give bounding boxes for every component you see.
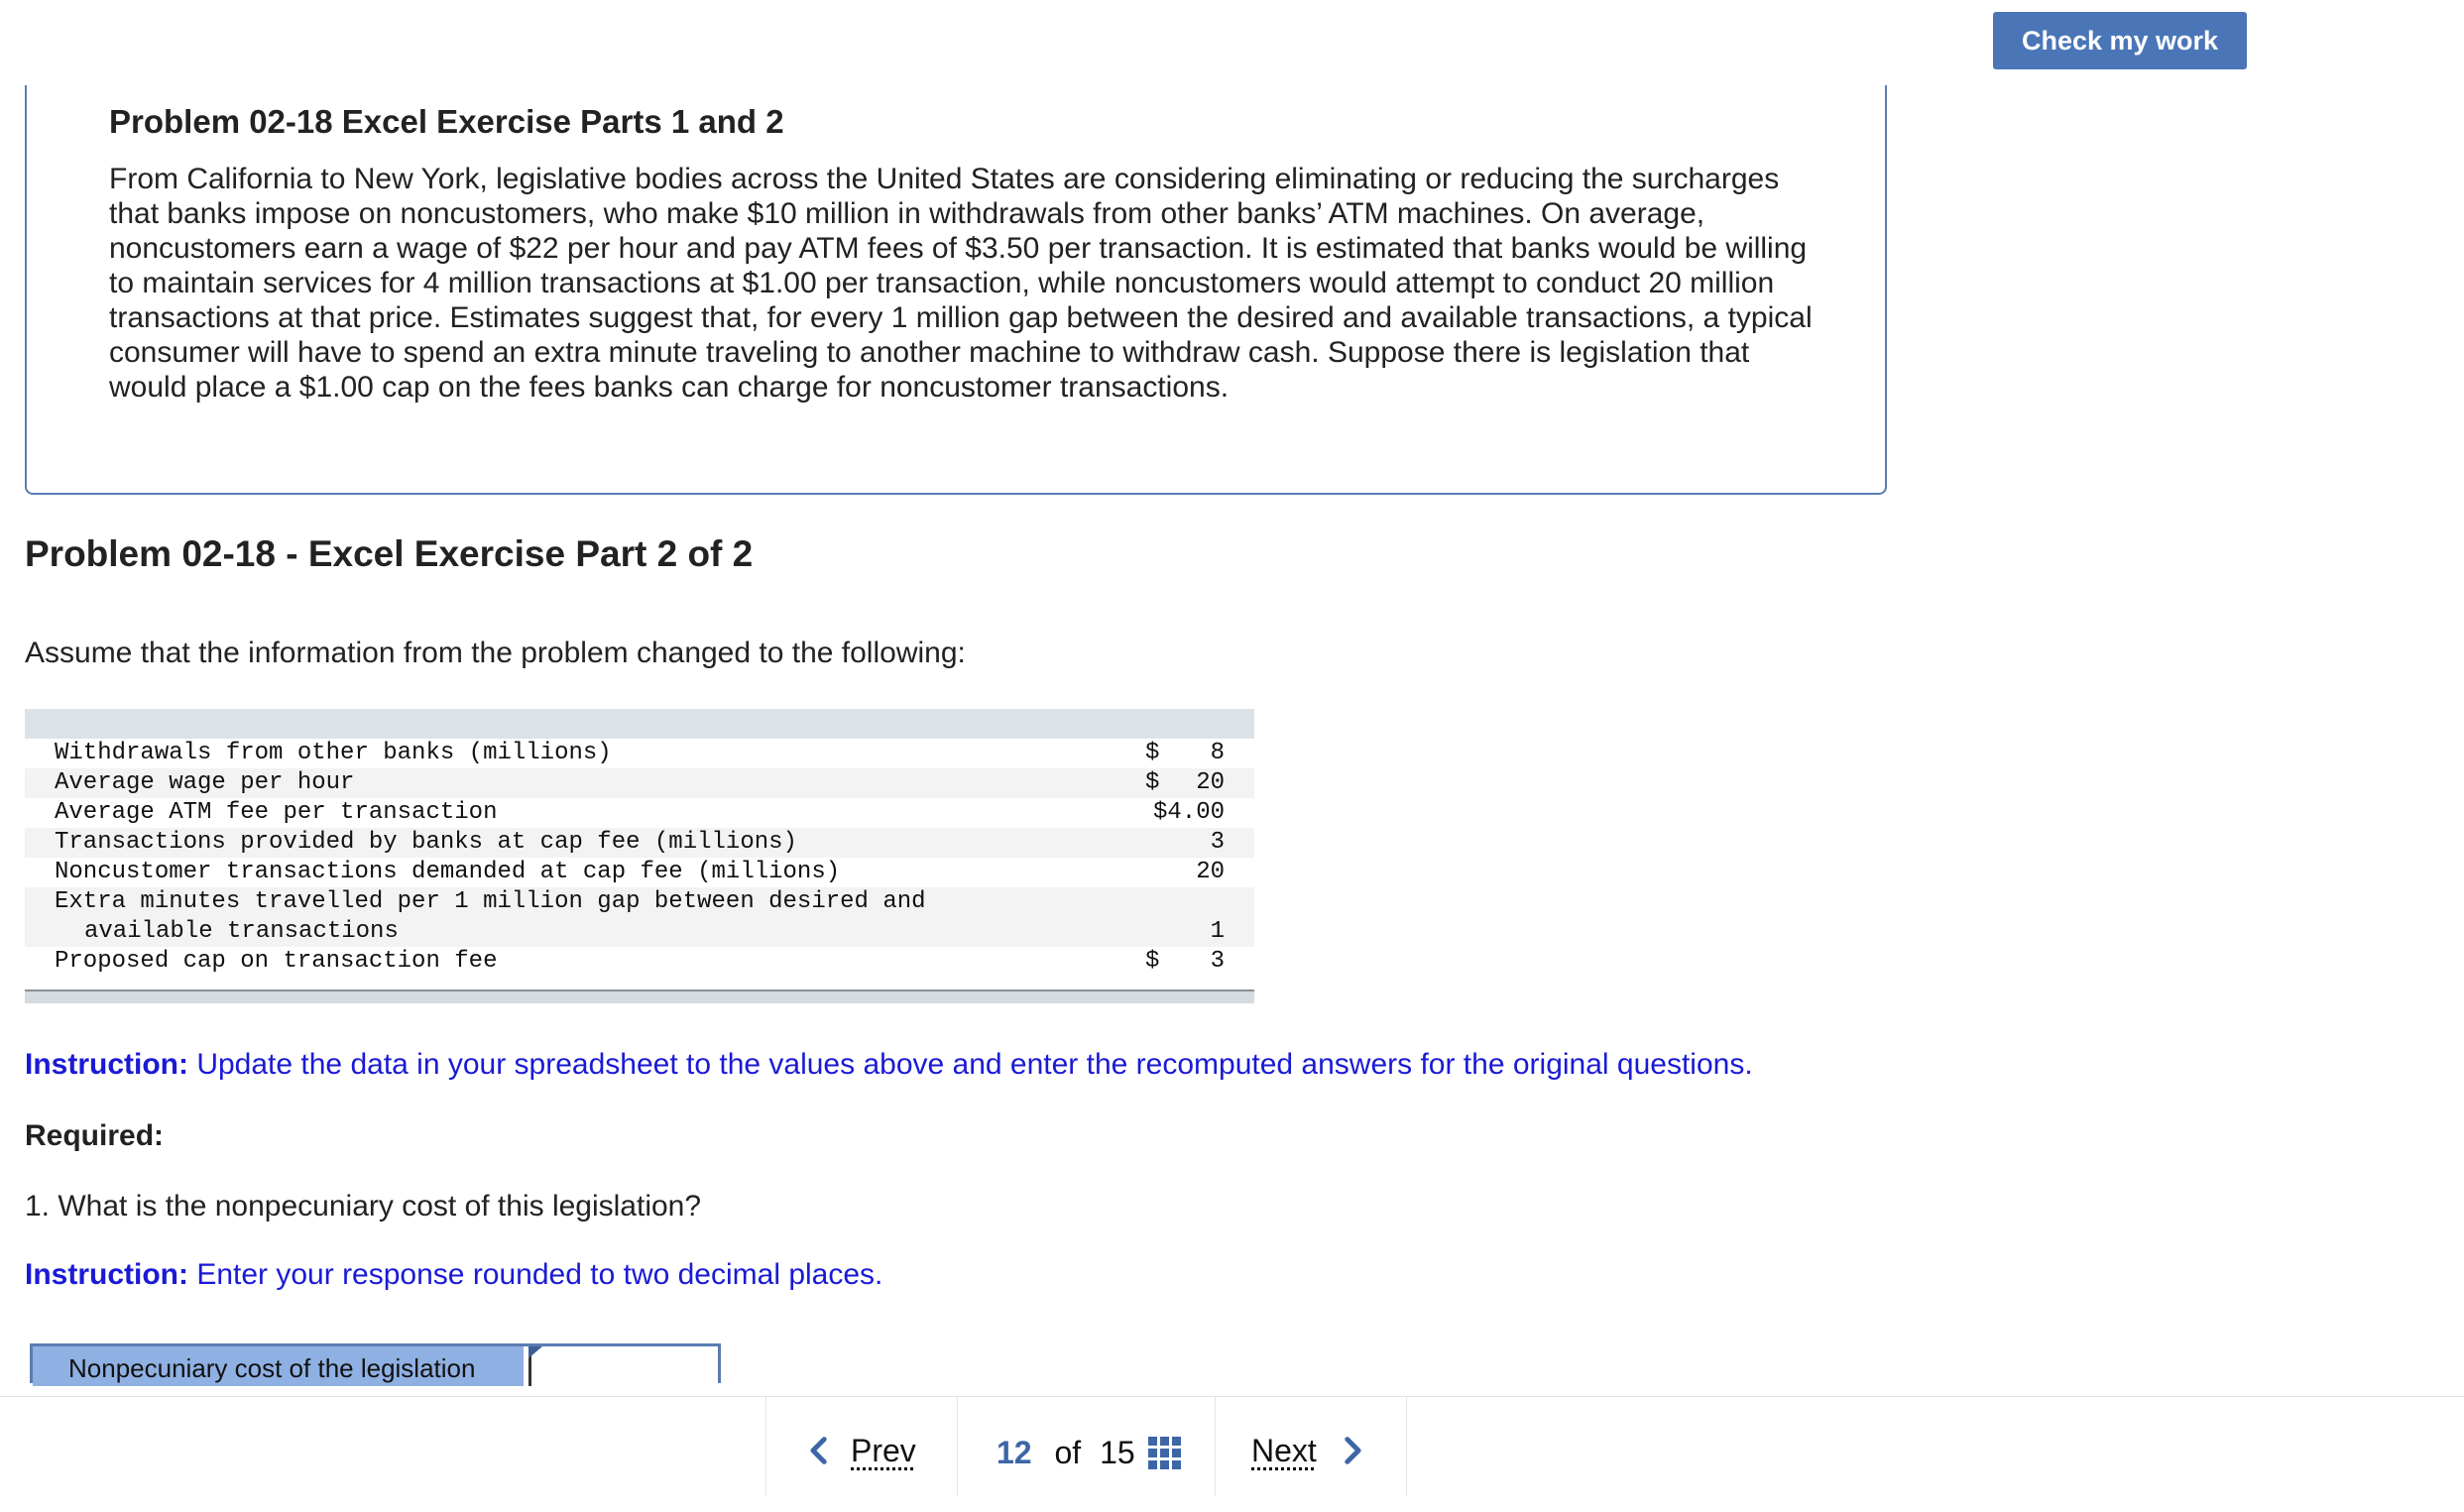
row-value: 20 <box>1196 769 1225 796</box>
row-value: 20 <box>1196 859 1225 885</box>
next-label: Next <box>1251 1432 1317 1468</box>
prev-button[interactable] <box>803 1427 916 1474</box>
table-row <box>25 739 1254 768</box>
row-label: Withdrawals from other banks (millions) <box>55 740 612 766</box>
nonpecuniary-cost-input[interactable] <box>528 1346 717 1386</box>
table-row <box>25 887 1254 947</box>
grid-icon[interactable] <box>1148 1437 1182 1470</box>
prev-label: Prev <box>851 1432 916 1468</box>
table-row <box>25 947 1254 977</box>
chevron-right-icon <box>1335 1434 1368 1467</box>
row-label: Transactions provided by banks at cap fee (millions) <box>55 829 797 856</box>
table-row <box>25 798 1254 828</box>
row-label: Average ATM fee per transaction <box>55 799 498 826</box>
footer-nav <box>0 1396 2464 1512</box>
row-value: 8 <box>1210 740 1225 766</box>
row-value: 1 <box>1210 918 1225 945</box>
row-label: Proposed cap on transaction fee <box>55 948 498 975</box>
row-label: Average wage per hour <box>55 769 355 796</box>
assume-text: Assume that the information from the problem changed to the following: <box>25 637 966 669</box>
instruction-rounding <box>25 1258 882 1292</box>
answer-flag-marker <box>528 1346 542 1358</box>
answer-label: Nonpecuniary cost of the legislation <box>33 1346 524 1386</box>
instruction-prefix: Instruction: <box>25 1048 188 1081</box>
row-value: 3 <box>1210 948 1225 975</box>
row-currency: $ <box>1145 740 1160 766</box>
table-footer-bar <box>25 989 1254 1003</box>
total-pages: 15 <box>1100 1435 1135 1470</box>
nav-divider <box>1406 1397 1407 1496</box>
nav-divider <box>1215 1397 1216 1496</box>
row-value: $4.00 <box>1152 799 1225 826</box>
table-header-bar <box>25 709 1254 739</box>
row-label-continuation: available transactions <box>84 918 399 945</box>
instruction-text: Enter your response rounded to two decimal places. <box>188 1258 883 1291</box>
problem-text: From California to New York, legislative bodies across the United States are considering eliminating or reducing the surcharges that banks impose on noncustomers, who make $10 million in withdrawals from other banks’ ATM machines. On average, noncustomers earn a wage of $22 per hour and pay ATM fees of $3.50 per transaction. It is estimated that banks would be willing to maintain services for 4 million transactions at $1.00 per transaction, while noncustomers would attempt to conduct 20 million transactions at that price. Estimates suggest that, for every 1 million gap between the desired and available transactions, a typical consumer will have to spend an extra minute traveling to another machine to withdraw cash. Suppose there is legislation that would place a $1.00 cap on the fees banks can charge for noncustomer transactions. <box>109 163 1813 404</box>
problem-title: Problem 02-18 Excel Exercise Parts 1 and 2 <box>109 103 784 140</box>
table-row <box>25 828 1254 858</box>
instruction-text: Update the data in your spreadsheet to the values above and enter the recomputed answers for the original questions. <box>188 1048 1753 1081</box>
required-heading: Required: <box>25 1119 165 1152</box>
next-button[interactable] <box>1251 1427 1368 1474</box>
data-table <box>25 709 1254 1003</box>
instruction-prefix: Instruction: <box>25 1258 188 1291</box>
row-label: Noncustomer transactions demanded at cap fee (millions) <box>55 859 841 885</box>
page-indicator <box>997 1435 1135 1471</box>
question-1: 1. What is the nonpecuniary cost of this legislation? <box>25 1190 702 1222</box>
table-row <box>25 858 1254 887</box>
row-currency: $ <box>1145 769 1160 796</box>
page-of-label: of <box>1054 1435 1082 1470</box>
check-my-work-button[interactable]: Check my work <box>1993 12 2247 69</box>
row-currency: $ <box>1145 948 1160 975</box>
table-row <box>25 768 1254 798</box>
row-value: 3 <box>1210 829 1225 856</box>
row-label: Extra minutes travelled per 1 million gap between desired and <box>55 888 926 915</box>
instruction-update <box>25 1048 1753 1082</box>
nav-divider <box>765 1397 766 1496</box>
answer-row <box>30 1343 721 1383</box>
chevron-left-icon <box>803 1434 837 1467</box>
current-page: 12 <box>997 1435 1032 1470</box>
nav-divider <box>957 1397 958 1496</box>
part-title: Problem 02-18 - Excel Exercise Part 2 of 2 <box>25 533 754 574</box>
